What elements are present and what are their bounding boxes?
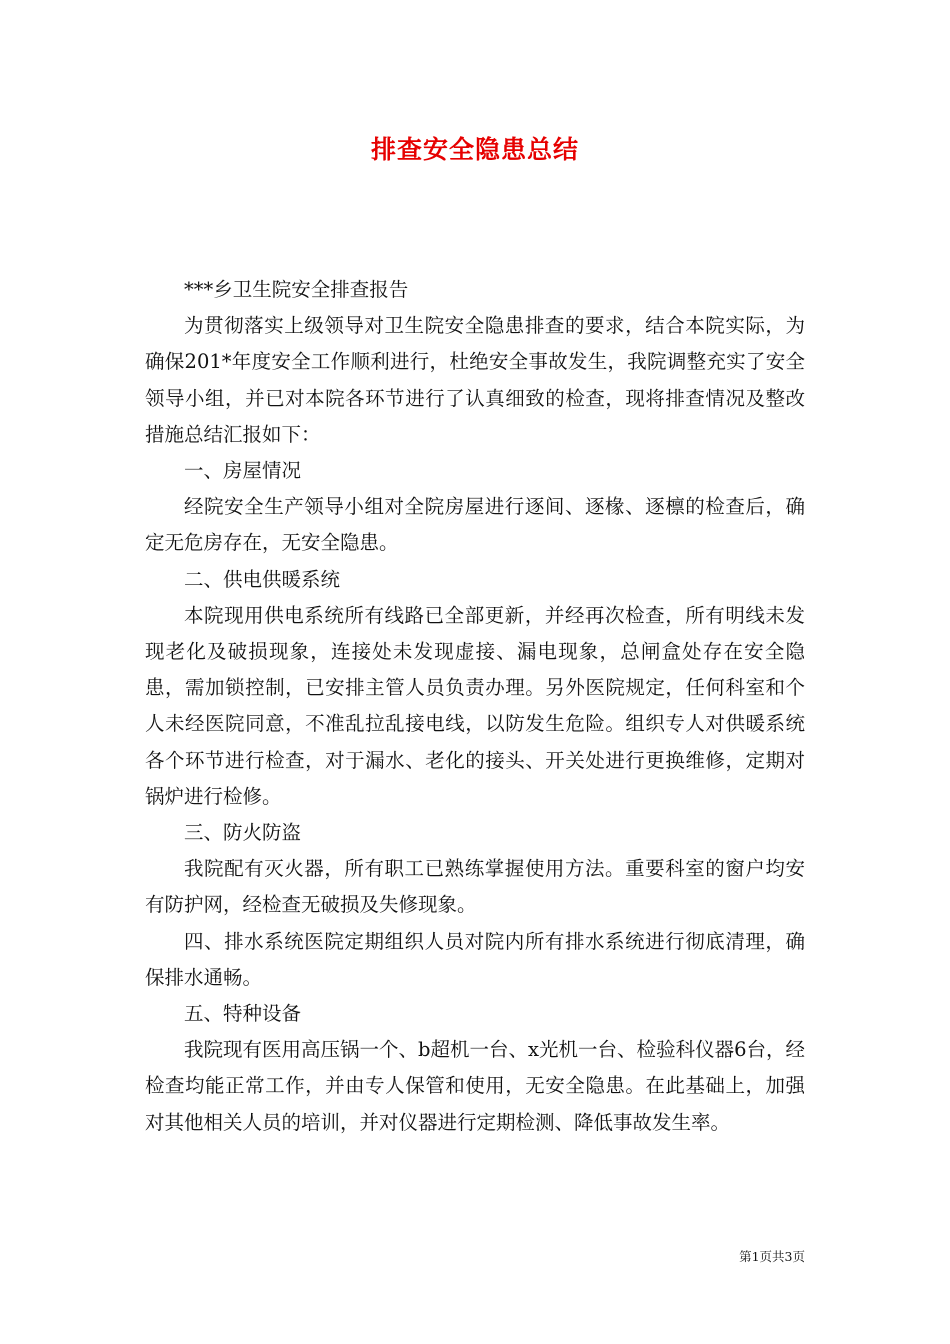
section-heading-fire-theft: 三、防火防盗 xyxy=(184,821,302,845)
section-heading-housing: 一、房屋情况 xyxy=(184,459,302,483)
document-title: 排查安全隐患总结 xyxy=(370,135,579,164)
page-number-footer: 第1页共3页 xyxy=(739,1249,805,1264)
section-text-housing: 经院安全生产领导小组对全院房屋进行逐间、逐椽、逐檩的检查后，确定无危房存在，无安全隐患。 xyxy=(145,495,805,555)
document-body xyxy=(145,272,805,1141)
intro-paragraph: 为贯彻落实上级领导对卫生院安全隐患排查的要求，结合本院实际，为确保201*年度安全工作顺利进行，杜绝安全事故发生，我院调整充实了安全领导小组，并已对本院各环节进行了认真细致的检查，现将排查情况及整改措施总结汇报如下： xyxy=(145,314,805,446)
section-text-fire-theft: 我院配有灭火器，所有职工已熟练掌握使用方法。重要科室的窗户均安有防护网，经检查无破损及失修现象。 xyxy=(145,857,805,917)
report-heading: ***乡卫生院安全排查报告 xyxy=(184,278,409,301)
section-text-special-equipment: 我院现有医用高压锅一个、b超机一台、x光机一台、检验科仪器6台，经检查均能正常工作，并由专人保管和使用，无安全隐患。在此基础上，加强对其他相关人员的培训，并对仪器进行定期检测、降低事故发生率。 xyxy=(145,1038,805,1134)
section-heading-special-equipment: 五、特种设备 xyxy=(184,1002,302,1026)
section-text-power-heating: 本院现用供电系统所有线路已全部更新，并经再次检查，所有明线未发现老化及破损现象，连接处未发现虚接、漏电现象，总闸盒处存在安全隐患，需加锁控制，已安排主管人员负责办理。另外医院规定，任何科室和个人未经医院同意，不准乱拉乱接电线，以防发生危险。组织专人对供暖系统各个环节进行检查，对于漏水、老化的接头、开关处进行更换维修，定期对锅炉进行检修。 xyxy=(145,603,805,808)
section-heading-power-heating: 二、供电供暖系统 xyxy=(184,567,341,591)
section-drainage: 四、排水系统医院定期组织人员对院内所有排水系统进行彻底清理，确保排水通畅。 xyxy=(145,929,805,989)
